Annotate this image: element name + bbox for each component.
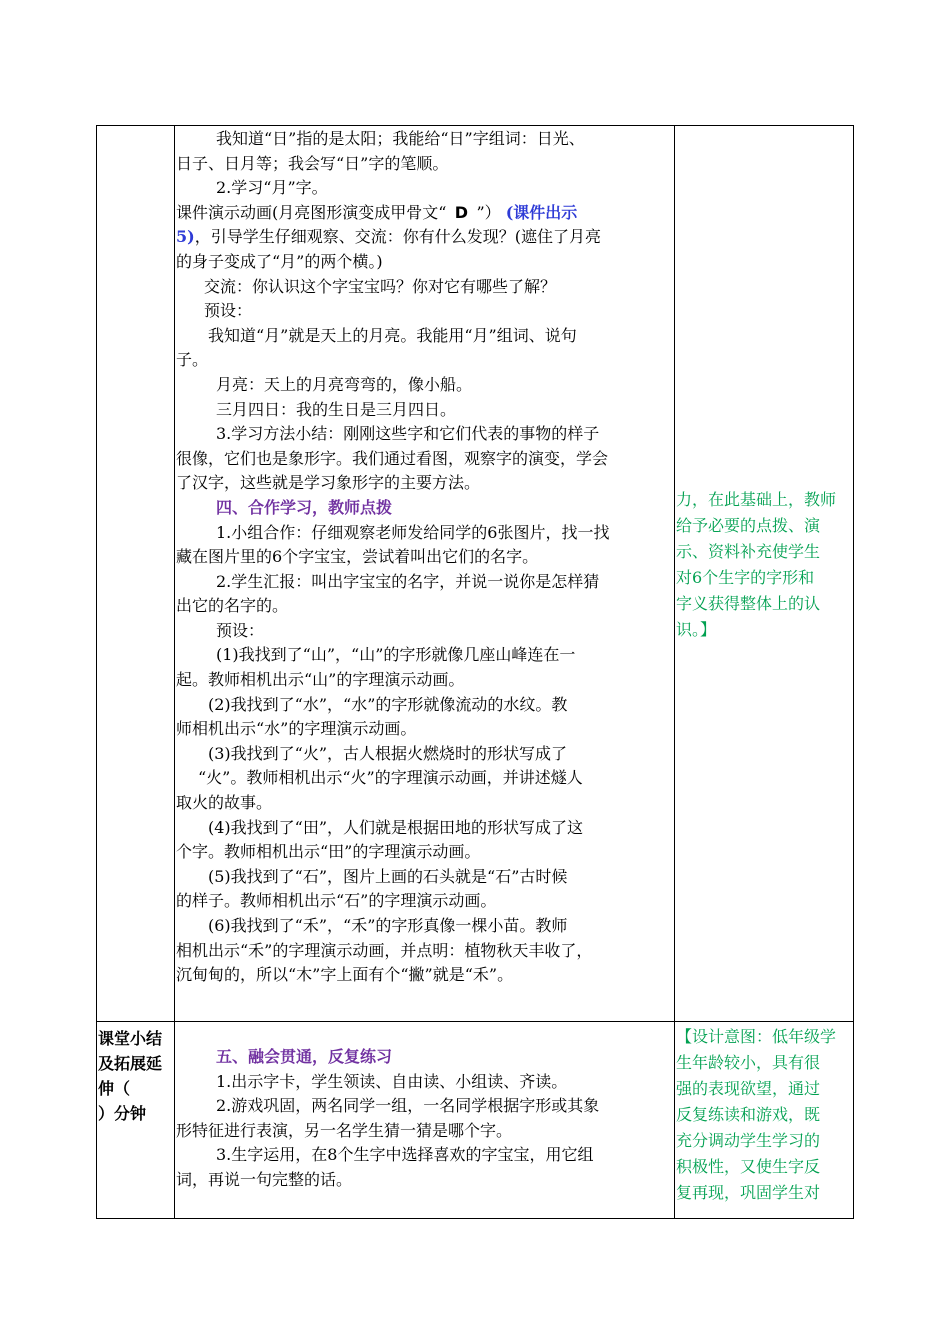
table-left-border — [96, 125, 97, 1219]
text-line: 3.学习方法小结：刚刚这些字和它们代表的事物的样子 — [216, 424, 600, 444]
text-line: 3.生字运用，在8个生字中选择喜欢的字宝宝，用它组 — [216, 1145, 594, 1165]
text-line: 个字。教师相机出示“田”的字理演示动画。 — [176, 842, 481, 862]
text-line: 形特征进行表演，另一名学生猜一猜是哪个字。 — [176, 1120, 513, 1140]
design-intent-note — [676, 487, 852, 643]
note-line: 力，在此基础上，教师 — [676, 490, 837, 509]
text-line: 的样子。教师相机出示“石”的字理演示动画。 — [176, 891, 497, 911]
note-line: 生年龄较小，具有很 — [676, 1053, 821, 1072]
note-line: 示、资料补充使学生 — [676, 542, 821, 561]
text-line: (1)我找到了“山”，“山”的字形就像几座山峰连在一 — [216, 645, 576, 665]
text-line: 我知道“月”就是天上的月亮。我能用“月”组词、说句 — [208, 325, 577, 345]
text-line: 藏在图片里的6个字宝宝，尝试着叫出它们的名字。 — [176, 547, 539, 567]
text-line: 词，再说一句完整的话。 — [176, 1169, 353, 1189]
text-line: (3)我找到了“火”，古人根据火燃烧时的形状写成了 — [208, 743, 568, 763]
text-line: 很像，它们也是象形字。我们通过看图，观察字的演变，学会 — [176, 448, 609, 468]
note-line: 反复练读和游戏，既 — [676, 1105, 821, 1124]
column-divider-1 — [174, 125, 175, 1219]
label-line: 伸（ — [98, 1079, 131, 1098]
text-line: 起。教师相机出示“山”的字理演示动画。 — [176, 670, 465, 690]
row-divider — [96, 1021, 854, 1022]
text-line: (6)我找到了“禾”，“禾”的字形真像一棵小苗。教师 — [208, 916, 568, 935]
courseware-line: 课件演示动画(月亮图形演变成甲骨文“ D ”） (课件出示 — [176, 201, 673, 226]
text-line: 了汉字，这些就是学习象形字的主要方法。 — [176, 473, 481, 493]
text-line: 交流：你认识这个字宝宝吗？你对它有哪些了解？ — [204, 276, 557, 296]
note-line: 给予必要的点拨、演 — [676, 516, 821, 535]
text-line: 2.学习“月”字。 — [216, 178, 328, 198]
text-line: 我知道“日”指的是太阳；我能给“日”字组词：日光、 — [216, 129, 585, 148]
text-line: 预设： — [216, 620, 265, 640]
text-line: 2.学生汇报：叫出字宝宝的名字，并说一说你是怎样猜 — [216, 571, 600, 591]
text-line: 出它的名字的。 — [176, 596, 289, 616]
lesson-plan-table — [96, 125, 854, 1219]
text-line: 月亮：天上的月亮弯弯的，像小船。 — [216, 374, 473, 394]
text-line: 日子、日月等；我会写“日”字的笔顺。 — [176, 153, 449, 173]
practice-cell — [176, 1045, 673, 1193]
section-label — [98, 1026, 174, 1126]
text-line: “火”。教师相机出示“火”的字理演示动画，并讲述燧人 — [198, 768, 583, 788]
design-intent-note-2 — [676, 1024, 852, 1206]
text-line: (4)我找到了“田”，人们就是根据田地的形状写成了这 — [208, 817, 584, 837]
section-heading-5: 五、融会贯通，反复练习 — [216, 1047, 393, 1066]
oracle-moon-glyph: D — [454, 202, 469, 222]
table-right-border — [853, 125, 854, 1219]
note-line: 强的表现欲望，通过 — [676, 1079, 821, 1098]
label-line: 课堂小结 — [98, 1029, 163, 1048]
text-line: (2)我找到了“水”，“水”的字形就像流动的水纹。教 — [208, 694, 568, 714]
text-line: 沉甸甸的，所以“木”字上面有个“撇”就是“禾”。 — [176, 965, 514, 985]
note-line: 【设计意图：低年级学 — [676, 1027, 837, 1046]
text-line: 2.游戏巩固，两名同学一组，一名同学根据字形或其象 — [216, 1096, 600, 1116]
note-line: 积极性，又使生字反 — [676, 1157, 821, 1176]
text-line: 三月四日：我的生日是三月四日。 — [216, 399, 457, 419]
table-top-border — [96, 125, 854, 126]
note-line: 字义获得整体上的认 — [676, 594, 821, 613]
text-line: 师相机出示“水”的字理演示动画。 — [176, 719, 417, 739]
note-line: 识。】 — [676, 620, 717, 639]
text-line: 子。 — [176, 350, 209, 370]
text-line: 1.小组合作：仔细观察老师发给同学的6张图片，找一找 — [216, 522, 610, 542]
text-line: 预设： — [204, 301, 253, 321]
label-line: ）分钟 — [98, 1104, 147, 1123]
column-divider-2 — [674, 125, 675, 1219]
courseware-line-2: 5)，引导学生仔细观察、交流：你有什么发现？(遮住了月亮 — [176, 227, 601, 247]
text-line: 1.出示字卡，学生领读、自由读、小组读、齐读。 — [216, 1071, 568, 1091]
text-line: 相机出示“禾”的字理演示动画，并点明：植物秋天丰收了， — [176, 940, 593, 960]
text-line: 的身子变成了“月”的两个横。) — [176, 251, 383, 271]
table-bottom-border — [96, 1218, 854, 1219]
note-line: 对6个生字的字形和 — [676, 568, 815, 587]
note-line: 复再现，巩固学生对 — [676, 1183, 821, 1202]
text-line: (5)我找到了“石”，图片上画的石头就是“石”古时候 — [208, 866, 568, 886]
label-line: 及拓展延 — [98, 1054, 163, 1073]
section-heading-4: 四、合作学习，教师点拨 — [216, 497, 393, 517]
note-line: 充分调动学生学习的 — [676, 1131, 821, 1150]
text-line: 取火的故事。 — [176, 793, 273, 813]
teaching-process-cell — [176, 127, 673, 988]
